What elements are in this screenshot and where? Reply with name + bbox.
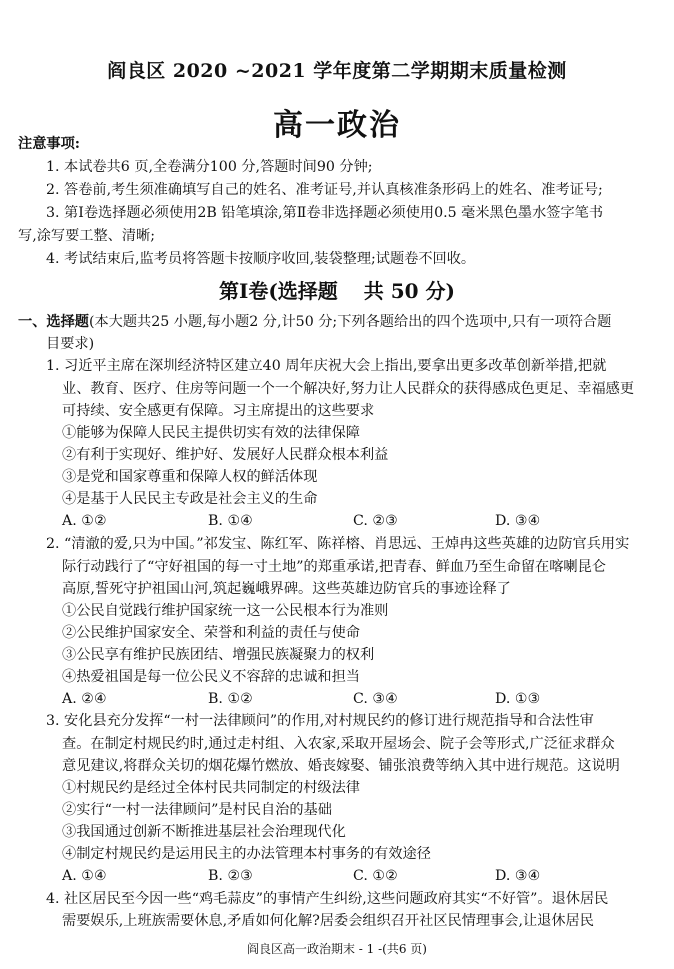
section-title-part2: 共 50 分)	[363, 279, 456, 303]
notice-item: 3. 第Ⅰ卷选择题必须使用2B 铅笔填涂,第Ⅱ卷非选择题必须使用0.5 毫米黑色墨水签字笔书	[46, 205, 604, 221]
option-b: B. ①②	[208, 691, 253, 707]
section-title-part1: 第Ⅰ卷(选择题	[218, 279, 338, 303]
question-stem-line: 1. 习近平主席在深圳经济特区建立40 周年庆祝大会上指出,要拿出更多改革创新举措,把就	[46, 358, 607, 374]
question-statement: ④热爱祖国是每一位公民义不容辞的忠诚和担当	[62, 669, 360, 685]
question-statement: ③公民享有维护民族团结、增强民族凝聚力的权利	[62, 647, 375, 663]
notice-item: 1. 本试卷共6 页,全卷满分100 分,答题时间90 分钟;	[46, 159, 373, 175]
question-statement: ①村规民约是经过全体村民共同制定的村级法律	[62, 780, 360, 796]
question-statement: ④是基于人民民主专政是社会主义的生命	[62, 491, 318, 507]
notice-item: 写,涂写要工整、清晰;	[18, 228, 155, 244]
question-stem-line: 3. 安化县充分发挥“一村一法律顾问”的作用,对村规民约的修订进行规范指导和合法性审	[46, 713, 594, 729]
section-intro-label: 一、选择题	[18, 314, 89, 330]
question-statement: ②公民维护国家安全、荣誉和利益的责任与使命	[62, 625, 360, 641]
option-c: C. ②③	[353, 513, 398, 529]
question-statement: ②实行“一村一法律顾问”是村民自治的基础	[62, 802, 332, 818]
question-statement: ④制定村规民约是运用民主的办法管理本村事务的有效途径	[62, 846, 431, 862]
question-stem-line: 2. “清澈的爱,只为中国。”祁发宝、陈红军、陈祥榕、肖思远、王焯冉这些英雄的边防官兵用实	[46, 536, 630, 552]
question-statement: ③我国通过创新不断推进基层社会治理现代化	[62, 824, 346, 840]
option-d: D. ③④	[495, 513, 541, 529]
question-statement: ①能够为保障人民民主提供切实有效的法律保障	[62, 425, 360, 441]
section-title	[0, 275, 674, 304]
exam-title: 阎良区 2020 ~2021 学年度第二学期期末质量检测	[107, 60, 567, 82]
section-intro-text: (本大题共25 小题,每小题2 分,计50 分;下列各题给出的四个选项中,只有一项符合题	[88, 314, 612, 330]
notice-heading: 注意事项:	[18, 136, 80, 152]
option-a: A. ①②	[62, 513, 107, 529]
question-stem-line: 际行动践行了“守好祖国的每一寸土地”的郑重承诺,把青春、鲜血乃至生命留在喀喇昆仑	[62, 559, 606, 575]
notice-item: 2. 答卷前,考生须准确填写自己的姓名、准考证号,并认真核准条形码上的姓名、准考证号;	[46, 182, 603, 198]
question-stem-line: 查。在制定村规民约时,通过走村组、入农家,采取开屋场会、院子会等形式,广泛征求群众	[62, 736, 615, 752]
answer-options	[62, 866, 622, 886]
page-footer: 阎良区高一政治期末 - 1 -(共6 页)	[246, 942, 427, 956]
question-stem-line: 4. 社区居民至今因一些“鸡毛蒜皮”的事情产生纠纷,这些问题政府其实“不好管”。退休居民	[46, 891, 609, 907]
question-statement: ①公民自觉践行维护国家统一这一公民根本行为准则	[62, 603, 389, 619]
question-stem-line: 高原,誓死守护祖国山河,筑起巍峨界碑。这些英雄边防官兵的事迹诠释了	[62, 581, 511, 597]
question-stem-line: 可持续、安全感更有保障。习主席提出的这些要求	[62, 403, 375, 419]
option-a: A. ②④	[62, 691, 107, 707]
option-d: D. ①③	[495, 691, 541, 707]
question-stem-line: 意见建议,将群众关切的烟花爆竹燃放、婚丧嫁娶、铺张浪费等纳入其中进行规范。这说明	[62, 758, 620, 774]
section-intro-text: 目要求)	[46, 336, 95, 352]
question-stem-line: 需要娱乐,上班族需要休息,矛盾如何化解?居委会组织召开社区民情理事会,让退休居民	[62, 913, 594, 929]
subject-title: 高一政治	[273, 108, 401, 143]
option-c: C. ③④	[353, 691, 398, 707]
section-intro	[18, 312, 611, 332]
option-d: D. ③④	[495, 868, 541, 884]
option-b: B. ②③	[208, 868, 253, 884]
option-b: B. ①④	[208, 513, 253, 529]
notice-item: 4. 考试结束后,监考员将答题卡按顺序收回,装袋整理;试题卷不回收。	[46, 251, 476, 267]
answer-options	[62, 511, 622, 531]
option-c: C. ①②	[353, 868, 398, 884]
answer-options	[62, 689, 622, 709]
question-stem-line: 业、教育、医疗、住房等问题一个一个解决好,努力让人民群众的获得感成色更足、幸福感更	[62, 381, 635, 397]
question-statement: ②有利于实现好、维护好、发展好人民群众根本利益	[62, 447, 389, 463]
option-a: A. ①④	[62, 868, 107, 884]
question-statement: ③是党和国家尊重和保障人权的鲜活体现	[62, 469, 318, 485]
